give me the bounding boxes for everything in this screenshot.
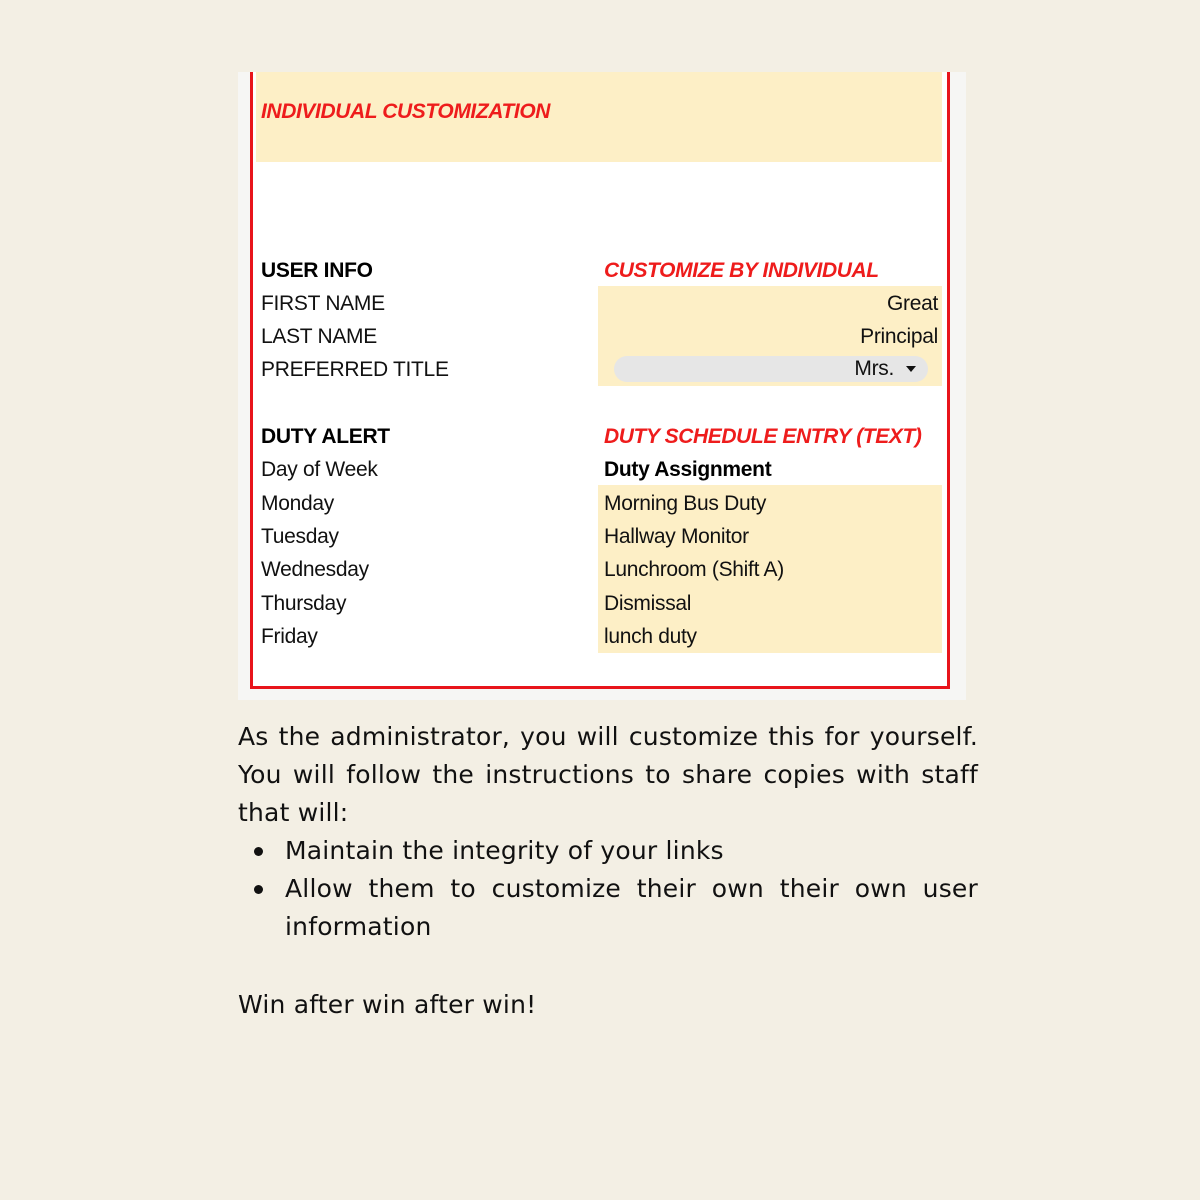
- preferred-title-value: Mrs.: [854, 357, 894, 380]
- day-tuesday: Tuesday: [261, 525, 339, 548]
- day-of-week-header: Day of Week: [261, 458, 378, 481]
- first-name-cell[interactable]: [598, 292, 938, 318]
- duty-cell-tuesday[interactable]: Hallway Monitor: [604, 525, 749, 548]
- closing-line: Win after win after win!: [238, 990, 537, 1019]
- spreadsheet-screenshot: [238, 72, 966, 700]
- customize-heading: CUSTOMIZE BY INDIVIDUAL: [604, 259, 879, 282]
- duty-cell-thursday[interactable]: Dismissal: [604, 592, 692, 615]
- bullet-dot-icon: [254, 847, 263, 856]
- banner-title: INDIVIDUAL CUSTOMIZATION: [261, 100, 551, 123]
- description-paragraph: As the administrator, you will customize this for yourself. You will follow the instructions to share copies with staff that will:: [238, 722, 978, 827]
- duty-assignment-header: Duty Assignment: [604, 458, 772, 481]
- last-name-value: Principal: [860, 325, 938, 348]
- list-item: [238, 832, 978, 870]
- caret-down-icon[interactable]: [906, 366, 916, 372]
- preferred-title-label: PREFERRED TITLE: [261, 358, 449, 381]
- duty-cell-friday[interactable]: lunch duty: [604, 625, 697, 648]
- list-item: [238, 870, 978, 946]
- last-name-cell[interactable]: [598, 325, 938, 351]
- day-thursday: Thursday: [261, 592, 347, 615]
- feature-list: [238, 832, 978, 946]
- list-item-text: Maintain the integrity of your links: [285, 836, 724, 865]
- user-info-heading: USER INFO: [261, 259, 373, 282]
- bullet-dot-icon: [254, 885, 263, 894]
- first-name-value: Great: [886, 292, 938, 315]
- day-monday: Monday: [261, 492, 334, 515]
- day-wednesday: Wednesday: [261, 558, 369, 581]
- duty-schedule-heading: DUTY SCHEDULE ENTRY (TEXT): [604, 425, 922, 448]
- duty-alert-heading: DUTY ALERT: [261, 425, 390, 448]
- duty-cell-wednesday[interactable]: Lunchroom (Shift A): [604, 558, 784, 581]
- last-name-label: LAST NAME: [261, 325, 377, 348]
- duty-cell-monday[interactable]: Morning Bus Duty: [604, 492, 767, 515]
- day-friday: Friday: [261, 625, 318, 648]
- preferred-title-dropdown[interactable]: [614, 356, 928, 382]
- first-name-label: FIRST NAME: [261, 292, 385, 315]
- list-item-text: Allow them to customize their own their own user information: [285, 874, 978, 941]
